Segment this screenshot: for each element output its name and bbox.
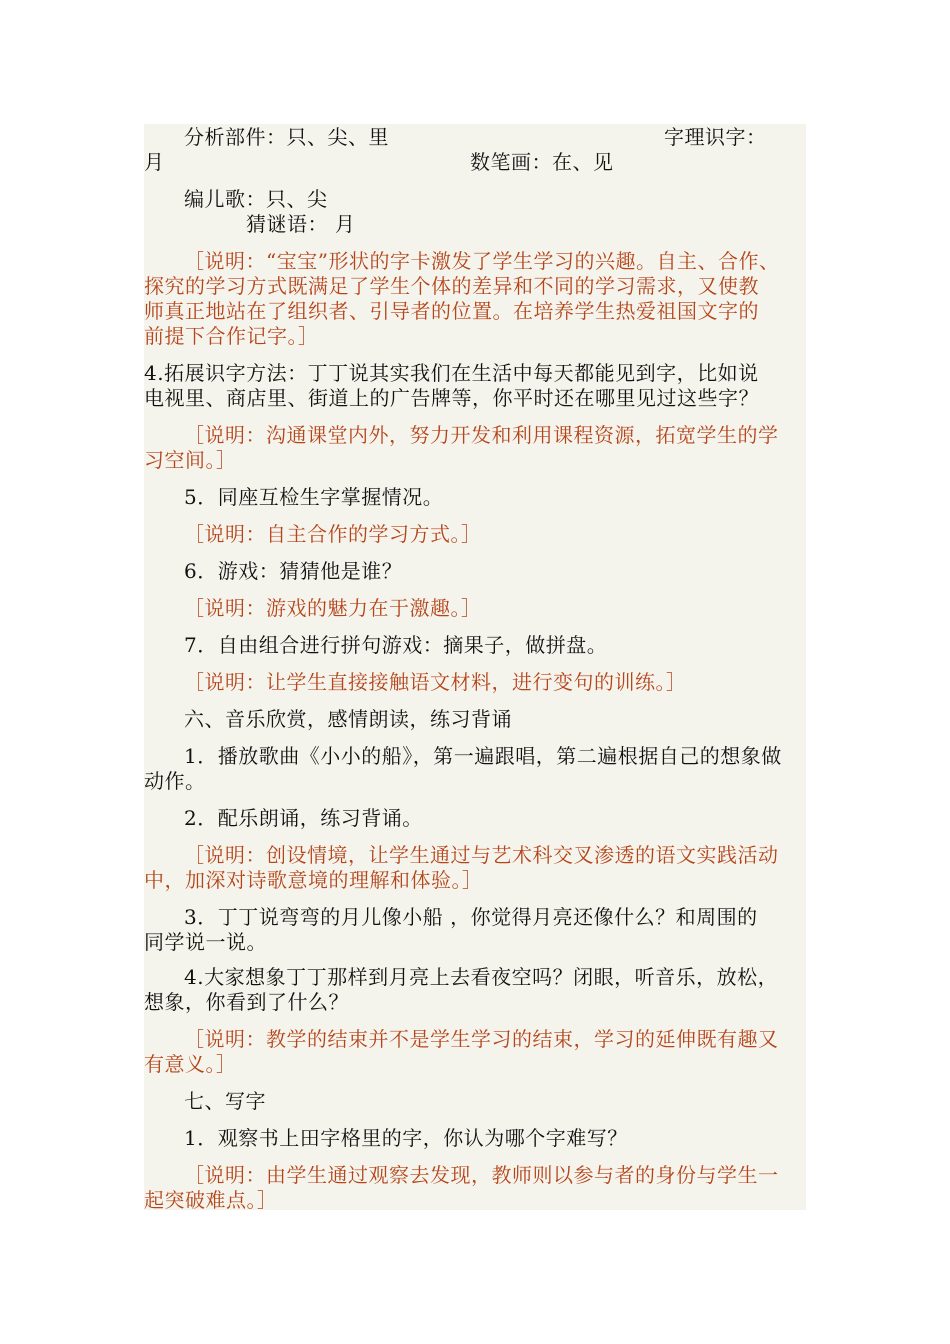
section-7-item-1: 1．观察书上田字格里的字，你认为哪个字难写？ — [184, 1126, 628, 1150]
section-6-item-2: 2．配乐朗诵，练习背诵。 — [184, 806, 423, 830]
analysis-components-line: 分析部件：只、尖、里 — [184, 125, 389, 149]
section-7-heading: 七、写字 — [184, 1089, 266, 1113]
section-6-heading: 六、音乐欣赏，感情朗读，练习背诵 — [184, 707, 512, 731]
section-6-item-4-line-1: 4.大家想象丁丁那样到月亮上去看夜空吗？闭眼，听音乐，放松， — [184, 965, 779, 989]
section-6-item-4-line-2: 想象，你看到了什么？ — [144, 990, 349, 1014]
item-7: 7．自由组合进行拼句游戏：摘果子，做拼盘。 — [184, 633, 608, 657]
note-2-line-2: 习空间。］ — [144, 448, 237, 472]
note-8-line-2: 起突破难点。］ — [144, 1188, 278, 1212]
riddle-line: 猜谜语： 月 — [246, 212, 356, 236]
section-6-item-1-line-1: 1．播放歌曲《小小的船》，第一遍跟唱，第二遍根据自己的想象做 — [184, 744, 782, 768]
note-7-line-1: ［说明：教学的结束并不是学生学习的结束，学习的延伸既有趣又 — [184, 1027, 779, 1051]
section-6-item-3-line-1: 3．丁丁说弯弯的月儿像小船 ，你觉得月亮还像什么？和周围的 — [184, 905, 758, 929]
item-5: 5．同座互检生字掌握情况。 — [184, 485, 444, 509]
note-3: ［说明：自主合作的学习方式。］ — [184, 522, 482, 546]
character-yue: 月 — [144, 150, 165, 174]
note-2-line-1: ［说明：沟通课堂内外，努力开发和利用课程资源，拓宽学生的学 — [184, 423, 779, 447]
count-strokes-line: 数笔画：在、见 — [470, 150, 614, 174]
note-6-line-2: 中，加深对诗歌意境的理解和体验。］ — [144, 868, 483, 892]
character-logic-label: 字理识字： — [664, 125, 767, 149]
item-4-line-2: 电视里、商店里、街道上的广告牌等，你平时还在哪里见过这些字？ — [144, 386, 759, 410]
note-1-line-3: 师真正地站在了组织者、引导者的位置。在培养学生热爱祖国文字的 — [144, 299, 759, 323]
note-1-line-2: 探究的学习方式既满足了学生个体的差异和不同的学习需求，又使教 — [144, 274, 759, 298]
nursery-rhyme-line: 编儿歌：只、尖 — [184, 187, 328, 211]
note-1-line-4: 前提下合作记字。］ — [144, 324, 319, 348]
note-8-line-1: ［说明：由学生通过观察去发现，教师则以参与者的身份与学生一 — [184, 1163, 779, 1187]
note-6-line-1: ［说明：创设情境，让学生通过与艺术科交叉渗透的语文实践活动 — [184, 843, 779, 867]
item-6: 6．游戏：猜猜他是谁？ — [184, 559, 403, 583]
note-1-line-1: ［说明：“宝宝”形状的字卡激发了学生学习的兴趣。自主、合作、 — [184, 249, 780, 273]
note-7-line-2: 有意义。］ — [144, 1052, 237, 1076]
note-5: ［说明：让学生直接接触语文材料，进行变句的训练。］ — [184, 670, 687, 694]
item-4-line-1: 4.拓展识字方法：丁丁说其实我们在生活中每天都能见到字，比如说 — [144, 361, 759, 385]
note-4: ［说明：游戏的魅力在于激趣。］ — [184, 596, 482, 620]
section-6-item-1-line-2: 动作。 — [144, 769, 206, 793]
section-6-item-3-line-2: 同学说一说。 — [144, 930, 267, 954]
